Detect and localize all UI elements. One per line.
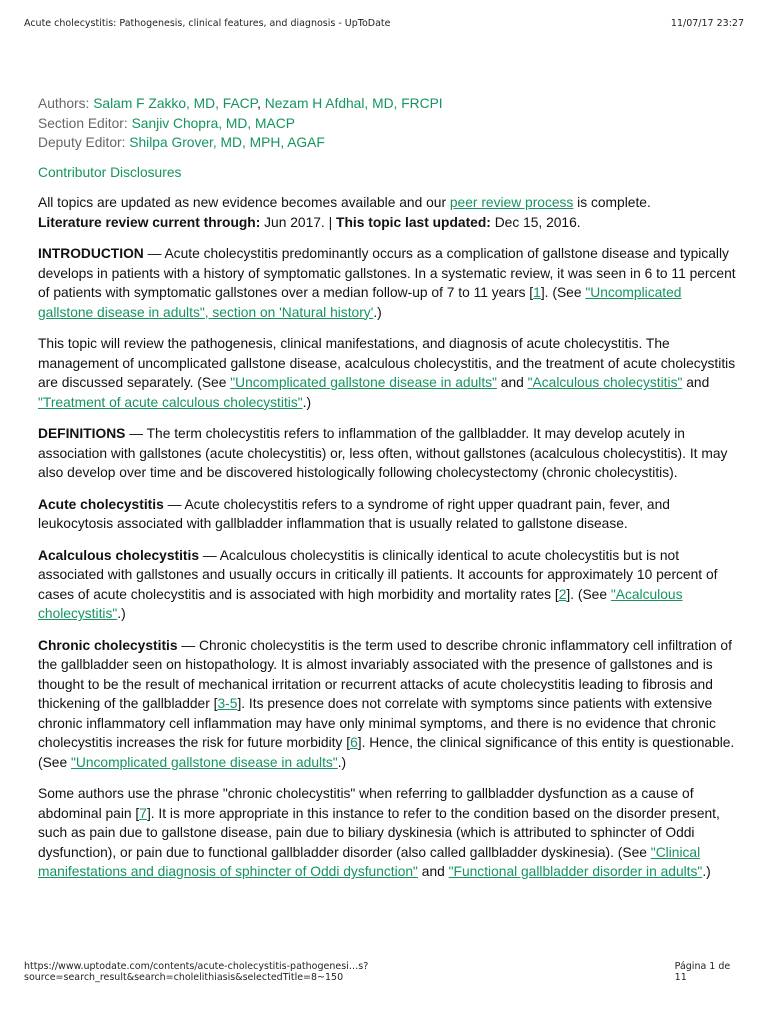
scope-and-2: and (682, 375, 710, 390)
some-authors-and: and (417, 864, 449, 879)
article-content (38, 94, 738, 882)
deputy-editor-row (38, 133, 738, 153)
section-editor-row (38, 114, 738, 134)
treatment-link[interactable]: "Treatment of acute calculous cholecystitis" (38, 394, 303, 410)
acute-text: — Acute cholecystitis refers to a syndrome of right upper quadrant pain, fever, and leukocytosis associated with gallbladder inflammation that is usually related to gallstone disease. (38, 496, 670, 531)
print-timestamp: 11/07/17 23:27 (670, 18, 744, 29)
section-editor-label: Section Editor: (38, 115, 128, 131)
scope-paragraph (38, 334, 738, 412)
acalculous-end: .) (117, 606, 126, 621)
intro-paragraph (38, 244, 738, 322)
author-link-zakko[interactable]: Salam F Zakko, MD, FACP (93, 96, 258, 111)
last-updated-label: This topic last updated: (336, 214, 491, 230)
definitions-heading: DEFINITIONS (38, 426, 126, 441)
lit-review-label: Literature review current through: (38, 214, 261, 230)
acute-heading: Acute cholecystitis (38, 496, 164, 512)
acute-paragraph (38, 495, 738, 534)
update-text: All topics are updated as new evidence becomes available and our (38, 195, 450, 210)
ref-link-3-5[interactable]: 3-5 (217, 696, 238, 711)
peer-review-link[interactable]: peer review process (449, 195, 574, 210)
deputy-editor-label: Deputy Editor: (38, 135, 126, 150)
functional-gallbladder-link[interactable]: "Functional gallbladder disorder in adults" (448, 864, 703, 879)
some-authors-text-2: ]. It is more appropriate in this instance to refer to the condition based on the disorder present, such as pain due to gallstone disease, pain due to biliary dyskinesia (which is attributed to sphincter of Oddi dysfunction), or pain due to functional gallbladder disorder (also called gallbladder dyskinesia). (See (38, 805, 720, 860)
section-editor-link[interactable]: Sanjiv Chopra, MD, MACP (131, 115, 295, 131)
scope-and-1: and (496, 375, 528, 390)
acalculous-heading: Acalculous cholecystitis (38, 547, 200, 563)
natural-history-link[interactable]: "Uncomplicated gallstone disease in adults", section on 'Natural history' (38, 285, 682, 320)
some-authors-paragraph (38, 784, 738, 882)
definitions-text: — The term cholecystitis refers to inflammation of the gallbladder. It may develop acutely in association with gallstones (acute cholecystitis) or, less often, without gallstones (acalculous cholecystitis). It may also develop over time and be discovered histologically following cholecystectomy (chronic cholecystitis). (38, 426, 728, 480)
print-header (24, 18, 744, 29)
chronic-text: — Chronic cholecystitis is the term used to describe chronic inflammatory cell infiltration of the gallbladder seen on histopathology. It is almost invariably associated with the presence of gallstones and is thought to be the result of mechanical irritation or recurrent attacks of acute cholecystitis leading to fibrosis and thickening of the gallbladder [ (38, 637, 732, 711)
chronic-text-2: ]. Its presence does not correlate with symptoms since patients with extensive chronic inflammatory cell inflammation may have only minimal symptoms, and there is no evidence that chronic cholecystitis increases the risk for future morbidity [ (38, 696, 716, 750)
ref-link-1[interactable]: 1 (533, 285, 541, 300)
ref-link-6[interactable]: 6 (350, 735, 358, 750)
page-title: Acute cholecystitis: Pathogenesis, clinical features, and diagnosis - UpToDate (24, 18, 391, 29)
chronic-paragraph (38, 636, 738, 773)
print-footer (24, 961, 744, 983)
acalculous-paragraph (38, 546, 738, 624)
acalculous-text-2: ]. (See (566, 586, 611, 602)
contributor-disclosures-link[interactable]: Contributor Disclosures (38, 164, 182, 180)
chronic-end: .) (337, 754, 347, 770)
definitions-paragraph (38, 424, 738, 483)
some-authors-text: Some authors use the phrase "chronic cholecystitis" when referring to gallbladder dysfunction as a cause of abdominal pain [ (38, 786, 694, 821)
page-number: Página 1 de 11 (674, 961, 731, 983)
update-text-end: is complete. (573, 195, 651, 210)
scope-text: This topic will review the pathogenesis, clinical manifestations, and diagnosis of acute cholecystitis. The management of uncomplicated gallstone disease, acalculous cholecystitis, and the treatment of acute cholecystitis are discussed separately. (See (38, 336, 736, 390)
lit-review-value: Jun 2017. | (260, 214, 337, 230)
uncomplicated-gallstone-link[interactable]: "Uncomplicated gallstone disease in adults" (230, 375, 497, 390)
chronic-heading: Chronic cholecystitis (38, 637, 178, 653)
intro-text-end: .) (373, 304, 382, 320)
authors-row: Authors: Salam F Zakko, MD, FACP, Nezam H Afdhal, MD, FRCPI (38, 96, 443, 111)
acalculous-link[interactable]: "Acalculous cholecystitis" (527, 375, 683, 390)
update-notice (38, 193, 738, 232)
some-authors-end: .) (702, 864, 711, 879)
ref-link-2[interactable]: 2 (558, 586, 567, 602)
last-updated-value: Dec 15, 2016. (490, 214, 581, 230)
intro-text-2: ]. (See (540, 285, 586, 300)
intro-heading: INTRODUCTION (38, 246, 144, 261)
author-link-afdhal[interactable]: Nezam H Afdhal, MD, FRCPI (264, 96, 443, 111)
authors-label: Authors: (38, 96, 90, 111)
ref-link-7[interactable]: 7 (139, 805, 147, 821)
deputy-editor-link[interactable]: Shilpa Grover, MD, MPH, AGAF (129, 135, 325, 150)
chronic-text-3: ]. Hence, the clinical significance of this entity is questionable. (See (38, 735, 735, 770)
acalculous-text: — Acalculous cholecystitis is clinically identical to acute cholecystitis but is not associated with gallstones and usually occurs in critically ill patients. It accounts for approximately 10 percent of cases of acute cholecystitis and is associated with high morbidity and mortality rates [ (38, 547, 718, 602)
page-url: https://www.uptodate.com/contents/acute-cholecystitis-pathogenesi…s?source=search_result&search=cholelithiasis&selectedTitle=8~150 (24, 961, 369, 983)
uncomplicated-gallstone-link-2[interactable]: "Uncomplicated gallstone disease in adults" (70, 754, 338, 770)
sphincter-oddi-link[interactable]: "Clinical manifestations and diagnosis of sphincter of Oddi dysfunction" (38, 844, 701, 879)
scope-end: .) (302, 394, 312, 410)
intro-text: — Acute cholecystitis predominantly occurs as a complication of gallstone disease and typically develops in patients with a history of symptomatic gallstones. In a systematic review, it was seen in 6 to 11 percent of patients with symptomatic gallstones over a median follow-up of 7 to 11 years [ (38, 246, 736, 300)
acalculous-topic-link[interactable]: "Acalculous cholecystitis" (38, 586, 683, 621)
